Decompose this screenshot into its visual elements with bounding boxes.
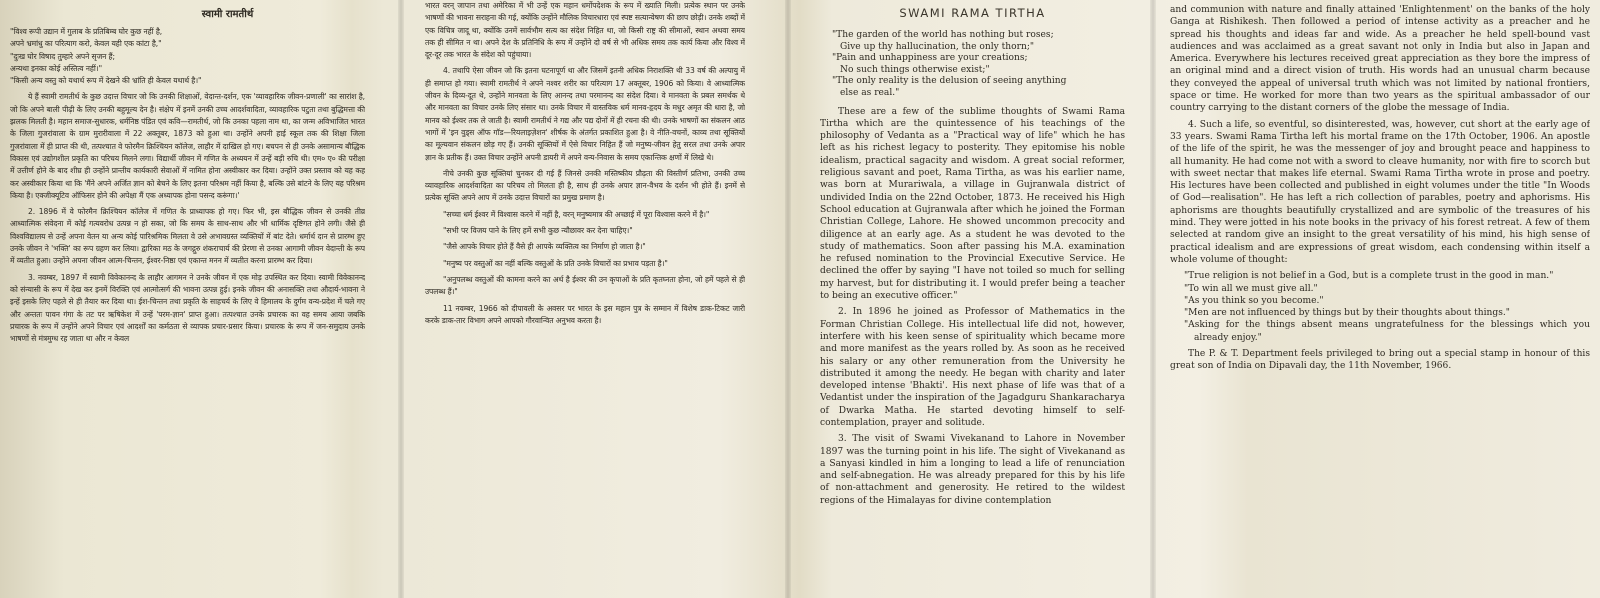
hindi-aphorism: "अनुपलब्ध वस्तुओं की कामना करने का अर्थ है ईश्वर की उन कृपाओं के प्रति कृतघ्नता होना, जो हमें पहले से ही उपलब्ध हैं।" bbox=[425, 274, 745, 297]
english-quote-line: "The only reality is the delusion of seeing anything bbox=[832, 76, 1067, 87]
hindi-paragraph: ये हैं स्वामी रामतीर्थ के कुछ उदात्त विचार जो कि उनकी शिक्षाओं, वेदान्त-दर्शन, एक 'व्यावहारिक जीवन-प्रणाली' का सारांश है, जो कि अपने बाली पीढ़ी के लिए उनकी बहुमूल्य देन है। संक्षेप में इनमें उनकी उच्च आदर्शवादिता, व्यावहारिक पटुता तथा बुद्धिमत्ता की झलक मिलती है। महान समाज-सुधारक, धर्मनिष्ठ पंडित एवं कवि—रामतीर्थ, जो कि उनका पहला नाम था, का जन्म अविभाजित भारत के जिला गुजरांवाला के ग्राम मुरारीवाला में 22 अक्तूबर, 1873 को हुआ था। उन्होंने अपनी हाई स्कूल तक की शिक्षा जिला गुजरांवाला में ही प्राप्त की थी, तत्पश्चात वे फोरमैन क्रिश्चियन कॉलेज, लाहौर में दाखिल हो गए। बचपन से ही उनके असामान्य बौद्धिक विकास एवं उद्योगशील प्रकृति का परिचय मिलने लगा। विद्यार्थी जीवन में गणित के अध्ययन में उन्हें बड़ी रुचि थी। एम० ए० की परीक्षा में उत्तीर्ण होने के बाद शीघ्र ही उन्होंने प्रान्तीय कार्यकारी सेवाओं में नामित होना अस्वीकार कर दिया। उन्होंने उक्त प्रस्ताव को यह कह कर अस्वीकार किया था कि 'मैंने अपने अर्जित ज्ञान को बेचने के लिए इतना परिश्रम नहीं किया है, बल्कि उसे बांटने के लिए यह परिश्रम किया है। एक्जीक्यूटिव ऑफिसर होने की अपेक्षा मैं एक अध्यापक होना पसन्द करूंगा।' bbox=[10, 92, 365, 200]
english-aphorism: "As you think so you become." bbox=[1184, 295, 1324, 306]
english-aphorism: "True religion is not belief in a God, but is a complete trust in the good in man." bbox=[1184, 271, 1554, 282]
english-quote-line: No such things otherwise exist;" bbox=[840, 64, 990, 75]
hindi-closing: 11 नवम्बर, 1966 को दीपावली के अवसर पर भारत के इस महान पुत्र के सम्मान में विशेष डाक-टिकट जारी करके डाक-तार विभाग अपने आपको गौरवान्वित अनुभव करता है। bbox=[425, 303, 745, 325]
hindi-quote: "दुःख घोर विषाद तुम्हारे अपने सृजन हैं; bbox=[10, 51, 115, 61]
english-aphorism: "To win all we must give all." bbox=[1184, 283, 1318, 294]
english-aphorism: "Asking for the things absent means ungratefulness for the blessings which you already enjoy." bbox=[1184, 320, 1590, 343]
page-fold bbox=[398, 0, 404, 598]
english-paragraph: 3. The visit of Swami Vivekanand to Lahore in November 1897 was the turning point in his life. The sight of Vivekanand as a Sanyasi kindled in him a longing to lead a life of renunciation and self-abnegation. He was already prepared for this by his life of non-attachment and generosity. He retired to the wildest regions of the Himalayas for divine contemplation bbox=[820, 434, 1125, 506]
hindi-column-2 bbox=[425, 0, 745, 598]
english-quote-line: "Pain and unhappiness are your creations; bbox=[832, 53, 1028, 64]
hindi-aphorism: "मनुष्य पर वस्तुओं का नहीं बल्कि वस्तुओं के प्रति उनके विचारों का प्रभाव पड़ता है।" bbox=[443, 258, 668, 268]
english-quote-line: Give up thy hallucination, the only thorn;" bbox=[840, 41, 1035, 52]
hindi-aphorism: "सभी पर विजय पाने के लिए हमें सभी कुछ न्यौछावर कर देना चाहिए।" bbox=[443, 226, 633, 236]
english-paragraph: and communion with nature and finally attained 'Enlightenment' on the banks of the holy Ganga at Rishikesh. Then followed a period of intense activity as a preacher and he spread his thoughts and ideas far and wide. As a preacher he held spell-bound vast audiences and was acclaimed as a great savant not only in India but also in Japan and America. Everywhere his lectures received great appreciation as they bore the impress of an original mind and a direct vision of truth. His words had an unusual charm because they conveyed the appeal of universal truth which was not limited by national frontiers, space or time. He worked for more than two years as the spiritual ambassador of our country carrying to the distant corners of the globe the message of India. bbox=[1170, 5, 1590, 114]
page-fold bbox=[785, 0, 791, 598]
hindi-paragraph: नीचे उनकी कुछ सूक्तियां चुनकर दी गई हैं जिनसे उनकी मस्तिष्कीय प्रौढ़ता की विस्तीर्ण प्रतिभा, उनकी उच्च व्यावहारिक आदर्शवादिता का परिचय तो मिलता ही है, साथ ही उनके अपार ज्ञान-वैभव के दर्शन भी होते हैं। इनमें से प्रत्येक सूक्ति अपने आप में उनके उदात्त विचारों का प्रमुख प्रमाण है। bbox=[425, 168, 745, 203]
hindi-aphorism: "सच्चा धर्म ईश्वर में विश्वास करने में नहीं है, वरन् मनुष्यमात्र की अच्छाई में पूरा विश्वास करने में है।" bbox=[443, 209, 710, 219]
hindi-quote: अपने भ्रमांधु का परित्याग करो, केवल यही एक कांटा है," bbox=[10, 39, 162, 49]
hindi-quote: अन्यथा इनका कोई अस्तित्व नहीं।" bbox=[10, 63, 102, 73]
page-fold bbox=[1150, 0, 1156, 598]
english-paragraph: These are a few of the sublime thoughts of Swami Rama Tirtha which are the quintessence of his teachings of the philosophy of Vedanta as a "Practical way of life" which he has left as his richest legacy to posterity. They epitomise his noble idealism, practical sagacity and wisdom. A great social reformer, religious savant and poet, Rama Tirtha, as was his earlier name, was born at Murariwala, a village in Gujranwala district of undivided India on the 22nd October, 1873. He received his High School education at Gujranwala after which he joined the Forman Christian College, Lahore. He showed uncommon precocity and diligence at an early age. As a student he was devoted to the study of mathematics. Soon after passing his M.A. examination he refused nomination to the Provincial Executive Service. He declined the offer by saying "I have not toiled so much for selling my harvest, but for distributing it. I would prefer being a teacher to being an executive officer." bbox=[820, 106, 1125, 302]
english-paragraph: 4. Such a life, so eventful, so disinterested, was, however, cut short at the early age of 33 years. Swami Rama Tirtha left his mortal frame on the 17th October, 1906. An apostle of the life of the spirit, he was the messenger of joy and brought peace and happiness to all humanity. He had come not with a sword to cleave humanity, nor with fire to scorch but with sweet nectar that makes life eternal. Swami Rama Tirtha wrote in prose and poetry. His lectures have been collected and published in eight volumes under the title "In Woods of God—realisation". He has left a rich collection of parables, poetry and aphorisms. His aphorisms are thoughts beautifully crystallized and are symbolic of the treasures of his mind. They were jotted in his note books in the privacy of his forest retreat. A few of them selected at random give an insight to the great versatility of his mind, his high sense of practical idealism and are expressions of great wisdom, each condensing within itself a whole volume of thought: bbox=[1170, 119, 1590, 265]
english-closing: The P. & T. Department feels privileged to bring out a special stamp in honour of this great son of India on Dipavali day, the 11th November, 1966. bbox=[1170, 349, 1590, 372]
english-quote-line: "The garden of the world has nothing but roses; bbox=[832, 30, 1054, 40]
english-column-2 bbox=[1170, 4, 1590, 598]
english-column-1 bbox=[820, 4, 1125, 598]
hindi-paragraph: 2. 1896 में वे फोरमैन क्रिश्चियन कॉलेज में गणित के प्राध्यापक हो गए। फिर भी, इस बौद्धिक जीवन से उनकी तीव्र आध्यात्मिक संवेदना में कोई गत्यवरोध उत्पन्न न हो सका, जो कि समय के साथ-साथ और भी धार्मिक दृष्टिगत होने लगी। जैसे ही विश्वविद्यालय से उन्हें अपना वेतन या अन्य कोई पारिश्रमिक मिलता वे उसे अभावग्रस्त व्यक्तियों में बांट देते। धर्मार्थ दान से प्रारम्भ हुए उनके जीवन ने 'भक्ति' का रूप ग्रहण कर लिया। द्वारिका मठ के जगद्गुरु शंकराचार्य की प्रेरणा से उनका आगामी जीवन वेदान्ती के रूप में व्यतीत हुआ। उन्होंने अपना जीवन आत्म-चिन्तन, ईश्वर-निष्ठा एवं एकान्त मनन में व्यतीत करना प्रारम्भ कर दिया। bbox=[10, 207, 365, 266]
english-quote-line: else as real." bbox=[840, 87, 900, 98]
hindi-paragraph: 4. तथापि ऐसा जीवन जो कि इतना घटनापूर्ण था और जिसमें इतनी अधिक निराशक्ति थी 33 वर्ष की अल्पायु में ही समाप्त हो गया। स्वामी रामतीर्थ ने अपने नश्वर शरीर का परित्याग 17 अक्तूबर, 1906 को किया। वे आध्यात्मिक जीवन के दिव्य-दूत थे, उन्होंने मानवता के लिए आनन्द तथा परमानन्द का संदेश दिया। वे मानवता के प्रबल समर्थक थे और मानवता का विचार उनके लिए संसार था। उनके विचार में वास्तविक धर्म मानव-हृदय के मधुर अमृत की धारा है, जो मानव को ईश्वर तक ले जाती है। स्वामी रामतीर्थ ने गद्य और पद्य दोनों में ही रचना की थी। उनके भाषणों का संकलन आठ भागों में 'इन वुड्स ऑफ गॉड—रियलाइज़ेशन' शीर्षक के अंतर्गत प्रकाशित हुआ है। वे नीति-वचनों, काव्य तथा सूक्तियों का मूल्यवान संकलन छोड़ गए हैं। उनकी सूक्तियों में ऐसे विचार निहित हैं जो मनुष्य-जीवन हेतु सरल तथा उनके अपार ज्ञान के प्रतीक हैं। उक्त विचार उन्होंने अपनी डायरी में अपने वन्य-निवास के समय एकान्तिक क्षणों में लिखे थे। bbox=[425, 66, 745, 162]
hindi-quote: "किसी अन्य वस्तु को यथार्थ रूप में देखने की भ्रांति ही केवल यथार्थ है।" bbox=[10, 76, 202, 86]
hindi-aphorism: "जैसे आपके विचार होते हैं वैसे ही आपके व्यक्तित्व का निर्माण हो जाता है।" bbox=[443, 242, 646, 252]
english-paragraph: 2. In 1896 he joined as Professor of Mathematics in the Forman Christian College. His intellectual life did not, however, interfere with his keen sense of spirituality which became more and more manifest as the years rolled by. As soon as he received his salary or any other remuneration from the University he distributed it among the needy. He began with charity and later developed intense 'Bhakti'. His next phase of life was that of a Vedantist under the inspiration of the Jagadguru Shankaracharya of Dwarka Matha. He started devoting himself to self-contemplation, prayer and solitude. bbox=[820, 307, 1125, 428]
hindi-column-1 bbox=[10, 4, 365, 598]
english-aphorism: "Men are not influenced by things but by their thoughts about things." bbox=[1184, 308, 1510, 319]
hindi-quote: "विश्व रूपी उद्यान में गुलाब के प्रतिबिम्ब घोर कुछ नहीं है, bbox=[10, 27, 163, 36]
hindi-paragraph: भारत वरन् जापान तथा अमेरिका में भी उन्हें एक महान धर्मोपदेशक के रूप में ख्याति मिली। प्रत्येक स्थान पर उनके भाषणों की भावना सराहना की गई, क्योंकि उन्होंने मौलिक विचारधारा एवं स्पष्ट सत्यान्वेषण की छाप छोड़ी। उनके शब्दों में एक विचित्र जादू था, क्योंकि उनमें सार्वभौम सत्य का संदेश निहित था, जो किसी राष्ट्र की सीमाओं, स्थान अथवा समय तक ही सीमित न था। अपने देश के प्रतिनिधि के रूप में उन्होंने दो वर्ष से भी अधिक समय तक कार्य किया और विश्व में दूर-दूर तक भारत के संदेश को पहुंचाया। bbox=[425, 1, 745, 60]
hindi-paragraph: 3. नवम्बर, 1897 में स्वामी विवेकानन्द के लाहौर आगमन ने उनके जीवन में एक मोड़ उपस्थित कर दिया। स्वामी विवेकानन्द को संन्यासी के रूप में देख कर इनमें विरक्ति एवं आत्मोत्सर्ग की भावना उत्पन्न हुई। इनके जीवन की अनासक्ति तथा औदार्य-भावना ने इन्हें इसके लिए पहले से ही तैयार कर दिया था। ईश-चिन्तन तथा प्रकृति के साहचर्य के लिए वे हिमालय के दुर्गम वन्य-प्रदेश में चले गए और अन्ततः पावन गंगा के तट पर ऋषिकेश में उन्हें 'परम-ज्ञान' प्राप्त हुआ। तत्पश्चात उनके प्रचारक का वह समय आया जबकि प्रचारक के रूप में उन्होंने अपने विचार एवं आदर्शों का कर्मठता से व्यापक प्रचार-प्रसार किया। प्रचारक के रूप में जन-समुदाय उनके भाषणों से मंत्रमुग्ध रह जाता था और न केवल bbox=[10, 272, 365, 344]
english-title: SWAMI RAMA TIRTHA bbox=[899, 6, 1046, 20]
hindi-title: स्वामी रामतीर्थ bbox=[201, 9, 254, 20]
